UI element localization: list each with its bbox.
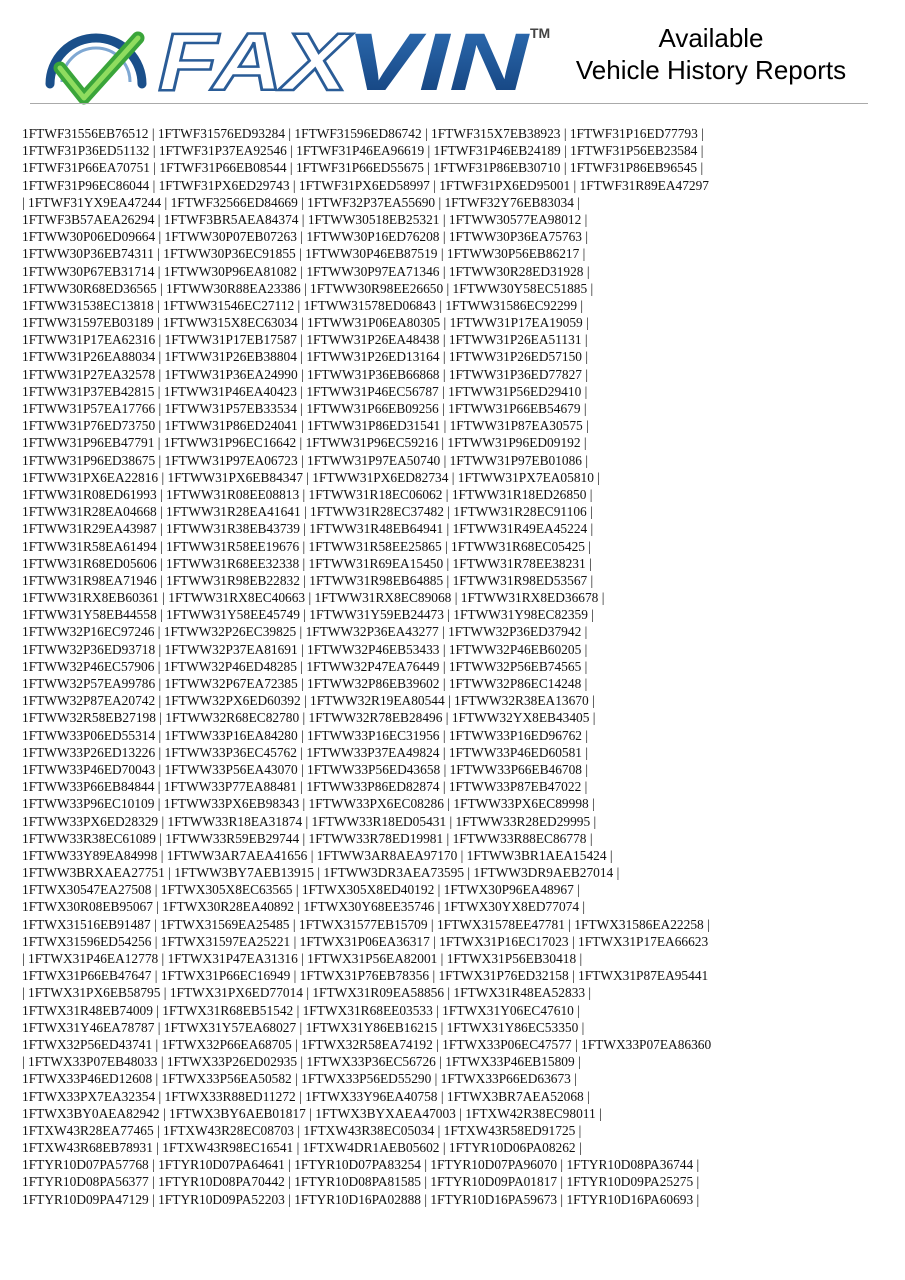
vin-line: 1FTWW31597EB03189 | 1FTWW315X8EC63034 | 1FTWW31P06EA80305 | 1FTWW31P17EA19059 | bbox=[22, 315, 589, 331]
vin-line: 1FTWW31R28EA04668 | 1FTWW31R28EA41641 | 1FTWW31R28EC37482 | 1FTWW31R28EC91106 | bbox=[22, 504, 593, 520]
vin-line: 1FTWW31PX6EA22816 | 1FTWW31PX6EB84347 | 1FTWW31PX6ED82734 | 1FTWW31PX7EA05810 | bbox=[22, 469, 600, 485]
vin-line: 1FTWF31P36ED51132 | 1FTWF31P37EA92546 | 1FTWF31P46EA96619 | 1FTWF31P46EB24189 | 1FTWF31P56EB23584 | bbox=[22, 143, 704, 159]
vin-line: 1FTWW31R29EA43987 | 1FTWW31R38EB43739 | 1FTWW31R48EB64941 | 1FTWW31R49EA45224 | bbox=[22, 521, 594, 537]
vin-line: 1FTWW31P76ED73750 | 1FTWW31P86ED24041 | 1FTWW31P86ED31541 | 1FTWW31P87EA30575 | bbox=[22, 418, 589, 434]
vin-line: 1FTWW31R08ED61993 | 1FTWW31R08EE08813 | 1FTWW31R18EC06062 | 1FTWW31R18ED26850 | bbox=[22, 486, 593, 502]
vin-line: 1FTWW32P57EA99786 | 1FTWW32P67EA72385 | 1FTWW32P86EB39602 | 1FTWW32P86EC14248 | bbox=[22, 676, 588, 691]
vin-line: 1FTWW30P36EB74311 | 1FTWW30P36EC91855 | 1FTWW30P46EB87519 | 1FTWW30P56EB86217 | bbox=[22, 246, 586, 262]
vin-line: 1FTWW32P46EC57906 | 1FTWW32P46ED48285 | 1FTWW32P47EA76449 | 1FTWW32P56EB74565 | bbox=[22, 658, 588, 674]
vin-line: 1FTWX33PX7EA32354 | 1FTWX33R88ED11272 | 1FTWX33Y96EA40758 | 1FTWX3BR7AEA52068 | bbox=[22, 1088, 590, 1104]
tagline-line-1: Available bbox=[658, 23, 764, 53]
vin-line: 1FTWW33Y89EA84998 | 1FTWW3AR7AEA41656 | 1FTWW3AR8AEA97170 | 1FTWW3BR1AEA15424 | bbox=[22, 847, 613, 863]
vin-list bbox=[22, 125, 887, 1208]
vin-line: 1FTWX3BY0AEA82942 | 1FTWX3BY6AEB01817 | 1FTWX3BYXAEA47003 | 1FTXW42R38EC98011 | bbox=[22, 1105, 602, 1121]
vin-line: 1FTWW33P66EB84844 | 1FTWW33P77EA88481 | 1FTWW33P86ED82874 | 1FTWW33P87EB47022 | bbox=[22, 779, 588, 795]
vin-line: 1FTWX31Y46EA78787 | 1FTWX31Y57EA68027 | 1FTWX31Y86EB16215 | 1FTWX31Y86EC53350 | bbox=[22, 1019, 585, 1035]
vin-line: 1FTWW30P06ED09664 | 1FTWW30P07EB07263 | 1FTWW30P16ED76208 | 1FTWW30P36EA75763 | bbox=[22, 229, 589, 245]
vin-line: 1FTWF3B57AEA26294 | 1FTWF3BR5AEA84374 | 1FTWW30518EB25321 | 1FTWW30577EA98012 | bbox=[22, 211, 588, 227]
vin-line: 1FTWW33P96EC10109 | 1FTWW33PX6EB98343 | 1FTWW33PX6EC08286 | 1FTWW33PX6EC89998 | bbox=[22, 796, 595, 812]
vin-line: 1FTWW31R98EA71946 | 1FTWW31R98EB22832 | 1FTWW31R98EB64885 | 1FTWW31R98ED53567 | bbox=[22, 572, 594, 588]
vin-line: 1FTWW31R58EA61494 | 1FTWW31R58EE19676 | 1FTWW31R58EE25865 | 1FTWW31R68EC05425 | bbox=[22, 538, 591, 554]
vin-line: 1FTXW43R68EB78931 | 1FTXW43R98EC16541 | 1FTXW4DR1AEB05602 | 1FTYR10D06PA08262 | bbox=[22, 1140, 582, 1156]
vin-line: | 1FTWX31PX6EB58795 | 1FTWX31PX6ED77014 | 1FTWX31R09EA58856 | 1FTWX31R48EA52833 | bbox=[22, 985, 592, 1001]
vin-line: 1FTWW31P17EA62316 | 1FTWW31P17EB17587 | 1FTWW31P26EA48438 | 1FTWW31P26EA51131 | bbox=[22, 332, 588, 348]
vin-line: 1FTWW30P67EB31714 | 1FTWW30P96EA81082 | 1FTWW30P97EA71346 | 1FTWW30R28ED31928 | bbox=[22, 263, 590, 279]
vin-line: 1FTWW31Y58EB44558 | 1FTWW31Y58EE45749 | 1FTWW31Y59EB24473 | 1FTWW31Y98EC82359 | bbox=[22, 607, 594, 623]
faxvin-logo bbox=[40, 18, 560, 104]
vin-line: 1FTYR10D08PA56377 | 1FTYR10D08PA70442 | 1FTYR10D08PA81585 | 1FTYR10D09PA01817 | 1FTYR10D09PA25275 | bbox=[22, 1174, 700, 1190]
logo-vin-text: VIN bbox=[346, 18, 531, 98]
vin-line: 1FTWW31P57EA17766 | 1FTWW31P57EB33534 | 1FTWW31P66EB09256 | 1FTWW31P66EB54679 | bbox=[22, 401, 587, 416]
vin-line: 1FTWW33R38EC61089 | 1FTWW33R59EB29744 | 1FTWW33R78ED19981 | 1FTWW33R88EC86778 | bbox=[22, 830, 593, 846]
vin-line: 1FTWW33P46ED70043 | 1FTWW33P56EA43070 | 1FTWW33P56ED43658 | 1FTWW33P66EB46708 | bbox=[22, 761, 589, 777]
vin-line: 1FTWW31P27EA32578 | 1FTWW31P36EA24990 | 1FTWW31P36EB66868 | 1FTWW31P36ED77827 | bbox=[22, 366, 589, 382]
vin-line: 1FTWW31P37EB42815 | 1FTWW31P46EA40423 | 1FTWW31P46EC56787 | 1FTWW31P56ED29410 | bbox=[22, 383, 588, 399]
vin-line: 1FTYR10D09PA47129 | 1FTYR10D09PA52203 | 1FTYR10D16PA02888 | 1FTYR10D16PA59673 | 1FTYR10D16PA60693 | bbox=[22, 1191, 700, 1207]
vin-line: 1FTWF31P96EC86044 | 1FTWF31PX6ED29743 | 1FTWF31PX6ED58997 | 1FTWF31PX6ED95001 | 1FTWF31R89EA47297 bbox=[22, 177, 709, 193]
vin-line: 1FTWW32P36ED93718 | 1FTWW32P37EA81691 | 1FTWW32P46EB53433 | 1FTWW32P46EB60205 | bbox=[22, 641, 588, 657]
header-divider bbox=[30, 103, 868, 104]
logo-trademark: TM bbox=[530, 25, 551, 41]
vin-line: 1FTWW3BRXAEA27751 | 1FTWW3BY7AEB13915 | 1FTWW3DR3AEA73595 | 1FTWW3DR9AEB27014 | bbox=[22, 865, 620, 881]
vin-line: 1FTWW32P16EC97246 | 1FTWW32P26EC39825 | 1FTWW32P36EA43277 | 1FTWW32P36ED37942 | bbox=[22, 624, 588, 640]
vin-line: 1FTWF31556EB76512 | 1FTWF31576ED93284 | 1FTWF31596ED86742 | 1FTWF315X7EB38923 | 1FTWF31P16ED77793 | bbox=[22, 126, 704, 141]
logo-fax-text: FAX bbox=[158, 18, 354, 98]
vin-line: 1FTWW33PX6ED28329 | 1FTWW33R18EA31874 | 1FTWW33R18ED05431 | 1FTWW33R28ED29995 | bbox=[22, 813, 597, 829]
vin-line: 1FTWW33P26ED13226 | 1FTWW33P36EC45762 | 1FTWW33P37EA49824 | 1FTWW33P46ED60581 | bbox=[22, 744, 589, 760]
vin-line: 1FTWX31R48EB74009 | 1FTWX31R68EB51542 | 1FTWX31R68EE03533 | 1FTWX31Y06EC47610 | bbox=[22, 1002, 580, 1018]
vin-line: 1FTWX31516EB91487 | 1FTWX31569EA25485 | 1FTWX31577EB15709 | 1FTWX31578EE47781 | 1FTWX31586EA22258 | bbox=[22, 916, 710, 932]
vin-line: 1FTWX30R08EB95067 | 1FTWX30R28EA40892 | 1FTWX30Y68EE35746 | 1FTWX30YX8ED77074 | bbox=[22, 899, 586, 915]
vin-line: 1FTWW31R68ED05606 | 1FTWW31R68EE32338 | 1FTWW31R69EA15450 | 1FTWW31R78EE38231 | bbox=[22, 555, 592, 571]
vin-line: 1FTWF31P66EA70751 | 1FTWF31P66EB08544 | 1FTWF31P66ED55675 | 1FTWF31P86EB30710 | 1FTWF31P86EB96545 | bbox=[22, 160, 704, 176]
vin-line: 1FTWX33P46ED12608 | 1FTWX33P56EA50582 | 1FTWX33P56ED55290 | 1FTWX33P66ED63673 | bbox=[22, 1071, 577, 1087]
faxvin-wordmark bbox=[152, 18, 562, 98]
vin-line: 1FTWW31P96ED38675 | 1FTWW31P97EA06723 | 1FTWW31P97EA50740 | 1FTWW31P97EB01086 | bbox=[22, 452, 589, 468]
vin-line: 1FTXW43R28EA77465 | 1FTXW43R28EC08703 | 1FTXW43R38EC05034 | 1FTXW43R58ED91725 | bbox=[22, 1122, 582, 1138]
speedometer-check-icon bbox=[40, 22, 152, 106]
page-header bbox=[0, 0, 905, 105]
vin-line: | 1FTWF31YX9EA47244 | 1FTWF32566ED84669 | 1FTWF32P37EA55690 | 1FTWF32Y76EB83034 | bbox=[22, 194, 580, 210]
vin-line: 1FTWW30R68ED36565 | 1FTWW30R88EA23386 | 1FTWW30R98EE26650 | 1FTWW30Y58EC51885 | bbox=[22, 280, 594, 296]
vin-line: | 1FTWX31P46EA12778 | 1FTWX31P47EA31316 | 1FTWX31P56EA82001 | 1FTWX31P56EB30418 | bbox=[22, 951, 583, 966]
vin-line: 1FTWW32P87EA20742 | 1FTWW32PX6ED60392 | 1FTWW32R19EA80544 | 1FTWW32R38EA13670 | bbox=[22, 693, 595, 709]
tagline-line-2: Vehicle History Reports bbox=[575, 55, 847, 85]
vin-line: 1FTYR10D07PA57768 | 1FTYR10D07PA64641 | 1FTYR10D07PA83254 | 1FTYR10D07PA96070 | 1FTYR10D08PA36744 | bbox=[22, 1157, 700, 1173]
vin-line: 1FTWW31RX8EB60361 | 1FTWW31RX8EC40663 | 1FTWW31RX8EC89068 | 1FTWW31RX8ED36678 | bbox=[22, 590, 605, 606]
vin-line: 1FTWX32P56ED43741 | 1FTWX32P66EA68705 | 1FTWX32R58EA74192 | 1FTWX33P06EC47577 | 1FTWX33P07EA86360 bbox=[22, 1036, 712, 1052]
vin-line: 1FTWW31P96EB47791 | 1FTWW31P96EC16642 | 1FTWW31P96EC59216 | 1FTWW31P96ED09192 | bbox=[22, 435, 587, 451]
header-tagline bbox=[556, 22, 866, 86]
vin-line: 1FTWW32R58EB27198 | 1FTWW32R68EC82780 | 1FTWW32R78EB28496 | 1FTWW32YX8EB43405 | bbox=[22, 710, 596, 726]
vin-line: 1FTWW31538EC13818 | 1FTWW31546EC27112 | 1FTWW31578ED06843 | 1FTWW31586EC92299 | bbox=[22, 297, 584, 313]
vin-line: 1FTWX31P66EB47647 | 1FTWX31P66EC16949 | 1FTWX31P76EB78356 | 1FTWX31P76ED32158 | 1FTWX31P87EA95441 bbox=[22, 968, 709, 984]
vin-line: 1FTWW31P26EA88034 | 1FTWW31P26EB38804 | 1FTWW31P26ED13164 | 1FTWW31P26ED57150 | bbox=[22, 349, 589, 365]
vin-line: 1FTWX30547EA27508 | 1FTWX305X8EC63565 | 1FTWX305X8ED40192 | 1FTWX30P96EA48967 | bbox=[22, 882, 580, 898]
vin-line: | 1FTWX33P07EB48033 | 1FTWX33P26ED02935 | 1FTWX33P36EC56726 | 1FTWX33P46EB15809 | bbox=[22, 1054, 581, 1070]
vin-line: 1FTWX31596ED54256 | 1FTWX31597EA25221 | 1FTWX31P06EA36317 | 1FTWX31P16EC17023 | 1FTWX31P17EA66623 bbox=[22, 933, 709, 949]
vin-line: 1FTWW33P06ED55314 | 1FTWW33P16EA84280 | 1FTWW33P16EC31956 | 1FTWW33P16ED96762 | bbox=[22, 727, 589, 743]
